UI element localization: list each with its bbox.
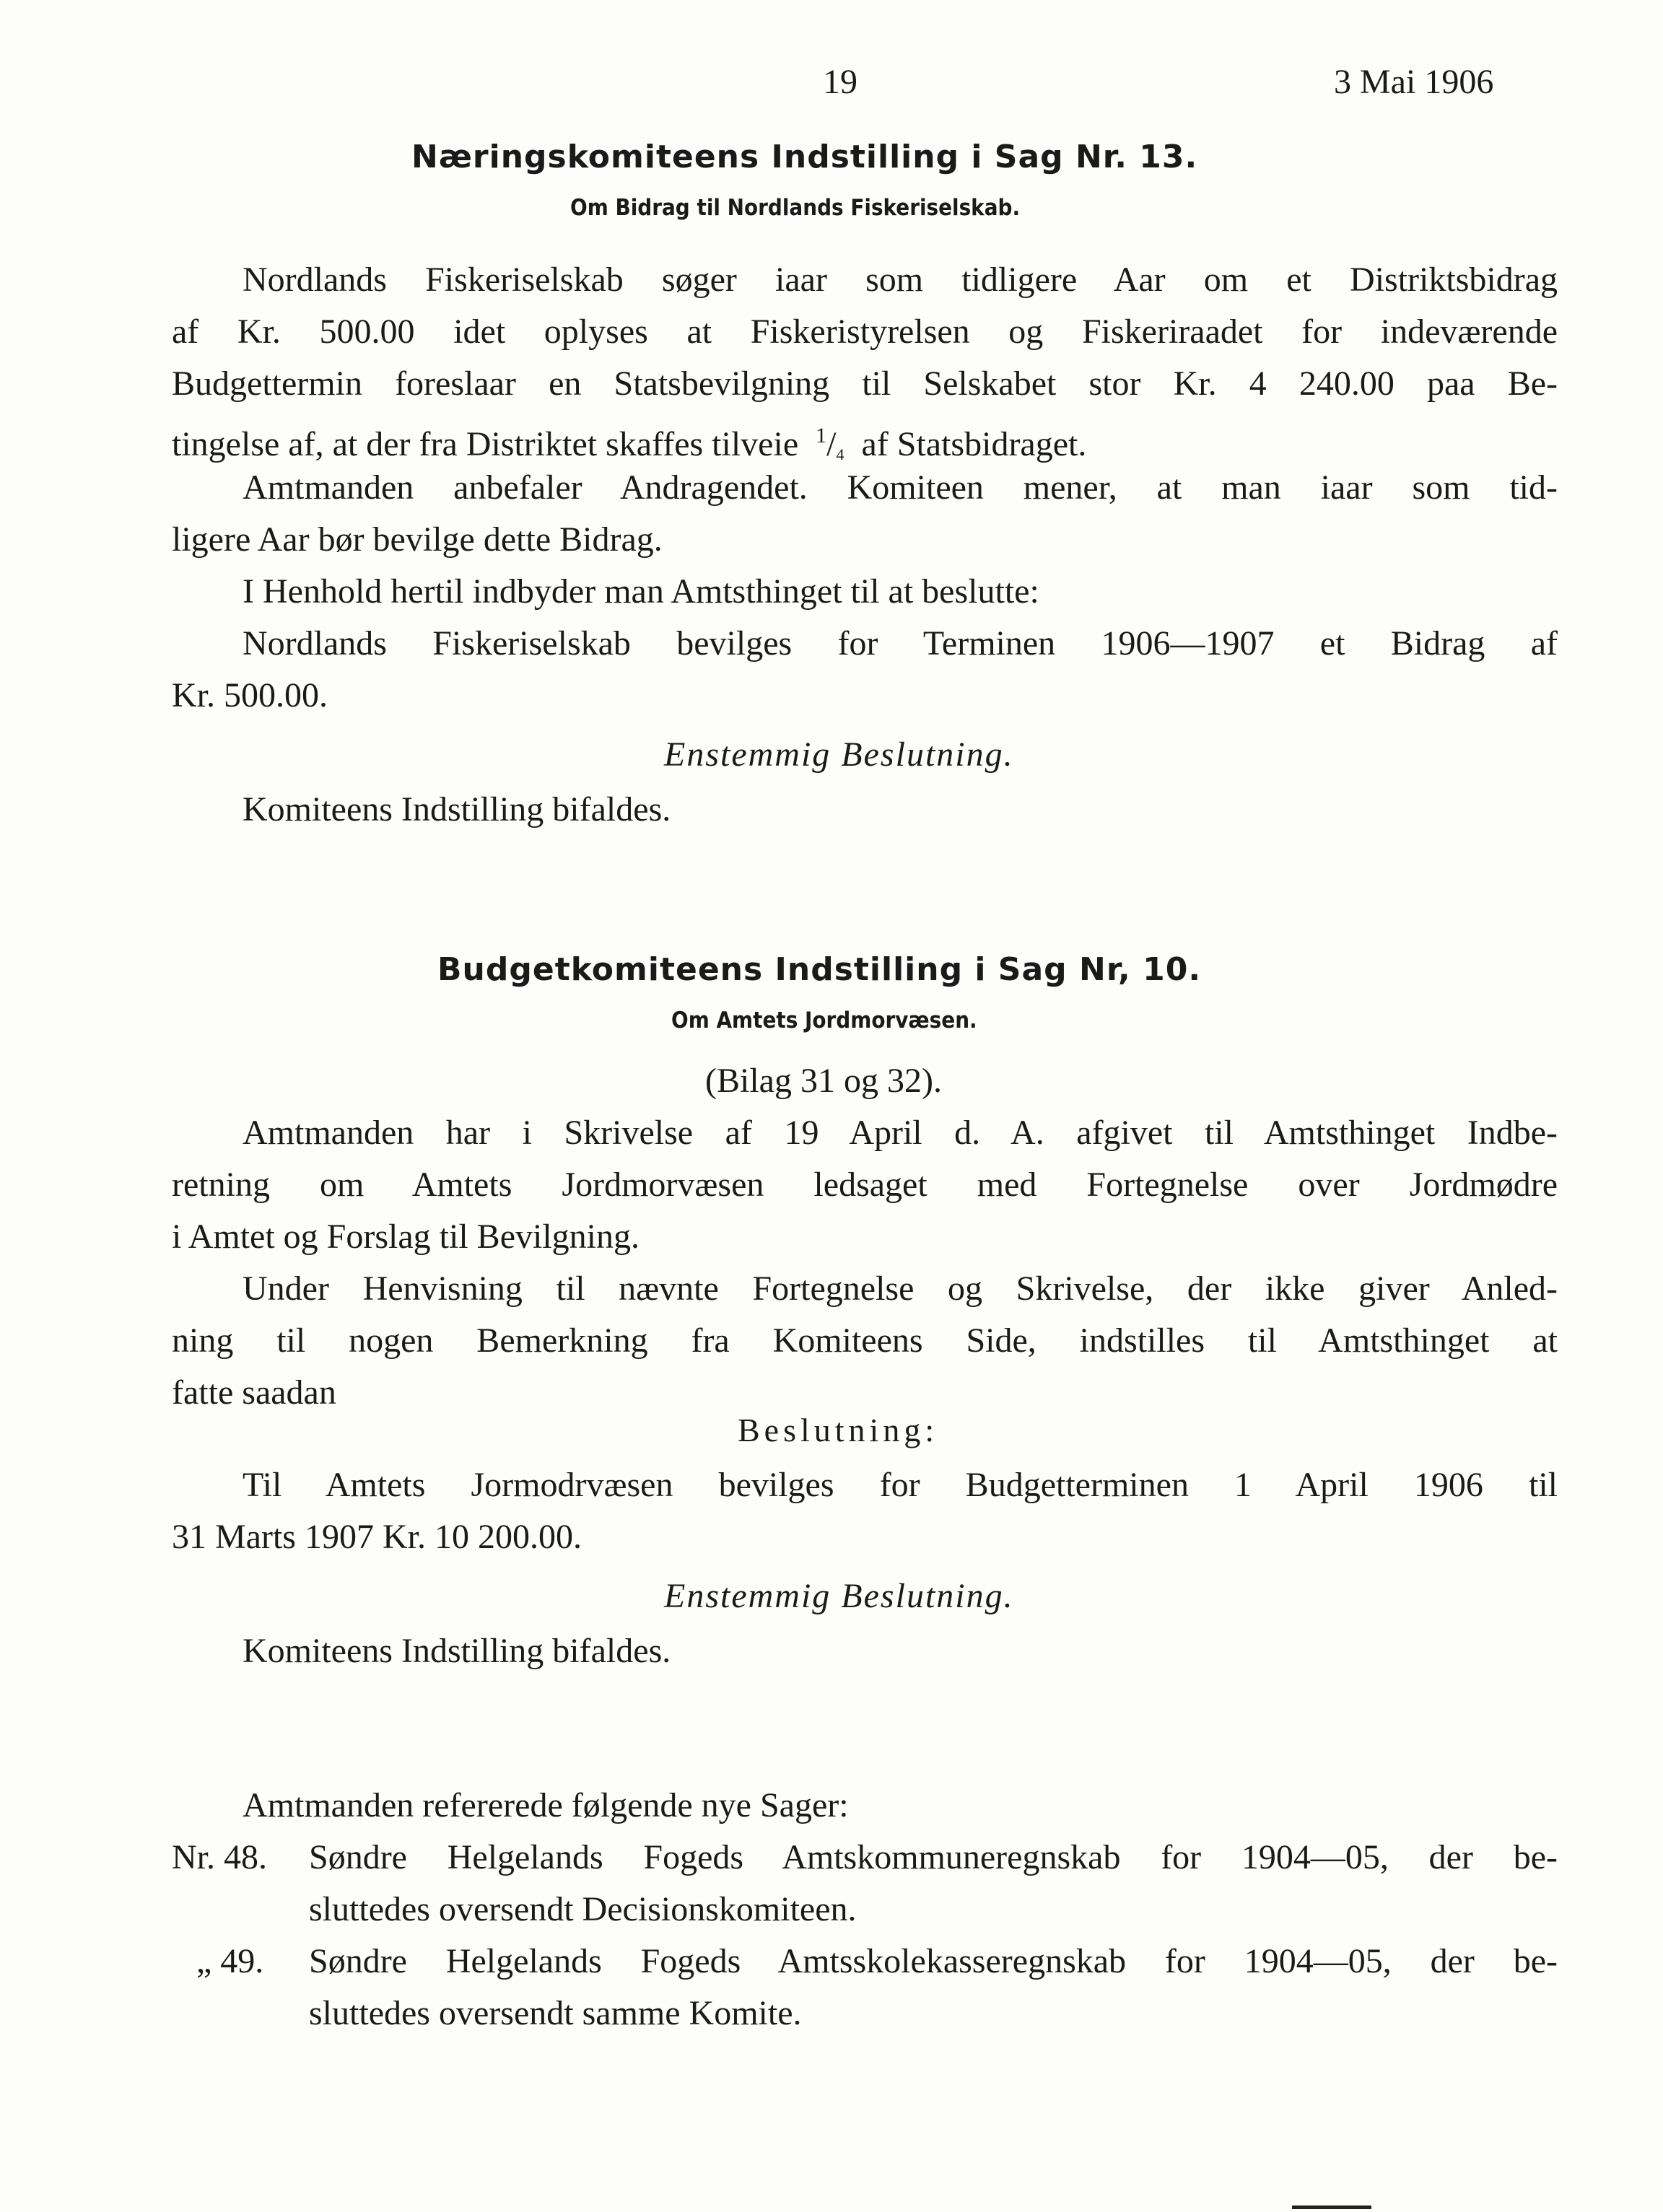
paragraph-line: Amtmanden har i Skrivelse af 19 April d. A. afgivet til Amtsthinget Indbe- (243, 1114, 1558, 1152)
case-number: Nr. 48. (172, 1838, 267, 1876)
fraction-denominator: 4 (836, 445, 844, 463)
paragraph-line: Amtmanden anbefaler Andragendet. Komiteen mener, at man iaar som tid- (243, 468, 1558, 507)
bilag-reference: (Bilag 31 og 32). (705, 1062, 942, 1100)
resolution-line: Til Amtets Jormodrvæsen bevilges for Budgetterminen 1 April 1906 til (243, 1466, 1558, 1504)
paragraph-line: Under Henvisning til nævnte Fortegnelse og Skrivelse, der ikke giver Anled- (243, 1269, 1558, 1308)
beslutning-label: Beslutning: (738, 1412, 939, 1448)
page-date: 3 Mai 1906 (1334, 63, 1494, 101)
fraction-numerator: 1 (816, 424, 827, 447)
decision-heading: Enstemmig Beslutning. (664, 735, 1014, 774)
paragraph-line: af Kr. 500.00 idet oplyses at Fiskeristyrelsen og Fiskeriraadet for indeværende (172, 312, 1558, 351)
paragraph-line: Budgettermin foreslaar en Statsbevilgning til Selskabet stor Kr. 4 240.00 paa Be- (172, 364, 1558, 403)
paragraph-line: Kr. 500.00. (172, 676, 328, 714)
paragraph-line: ning til nogen Bemerkning fra Komiteens Side, indstilles til Amtsthinget at (172, 1321, 1558, 1360)
case-text: Søndre Helgelands Fogeds Amtskommuneregnskab for 1904—05, der be- (309, 1838, 1558, 1876)
case-text: sluttedes oversendt samme Komite. (309, 1994, 802, 2032)
decision-text: Komiteens Indstilling bifaldes. (243, 790, 671, 829)
case-number: „ 49. (196, 1942, 264, 1980)
paragraph-line: retning om Amtets Jordmorvæsen ledsaget med Fortegnelse over Jordmødre (172, 1166, 1558, 1204)
new-cases-intro: Amtmanden refererede følgende nye Sager: (243, 1786, 849, 1824)
case-text: sluttedes oversendt Decisionskomiteen. (309, 1890, 857, 1928)
page-edge-mark (1292, 2206, 1371, 2209)
paragraph-text: tingelse af, at der fra Distriktet skaffes tilveie (172, 425, 799, 463)
section-title: Budgetkomiteens Indstilling i Sag Nr, 10. (437, 951, 1202, 988)
resolution-line: 31 Marts 1907 Kr. 10 200.00. (172, 1518, 582, 1556)
fraction: $^1/_4$ (816, 424, 844, 463)
paragraph-line: fatte saadan (172, 1373, 336, 1412)
paragraph-line: Nordlands Fiskeriselskab bevilges for Terminen 1906—1907 et Bidrag af (243, 624, 1558, 663)
paragraph-line: ligere Aar bør bevilge dette Bidrag. (172, 520, 663, 559)
paragraph-text: af Statsbidraget. (861, 425, 1087, 463)
section-subtitle: Om Bidrag til Nordlands Fiskeriselskab. (570, 195, 1021, 221)
section-title: Næringskomiteens Indstilling i Sag Nr. 13. (411, 139, 1198, 175)
paragraph-line: i Amtet og Forslag til Bevilgning. (172, 1218, 640, 1256)
paragraph-line: I Henhold hertil indbyder man Amtsthinget til at beslutte: (243, 572, 1039, 611)
case-text: Søndre Helgelands Fogeds Amtsskolekasseregnskab for 1904—05, der be- (309, 1942, 1558, 1980)
section-subtitle: Om Amtets Jordmorvæsen. (671, 1007, 977, 1033)
decision-heading: Enstemmig Beslutning. (664, 1577, 1014, 1615)
decision-text: Komiteens Indstilling bifaldes. (243, 1632, 671, 1670)
page-number: 19 (823, 63, 857, 101)
paragraph-line: Nordlands Fiskeriselskab søger iaar som tidligere Aar om et Distriktsbidrag (243, 261, 1558, 299)
